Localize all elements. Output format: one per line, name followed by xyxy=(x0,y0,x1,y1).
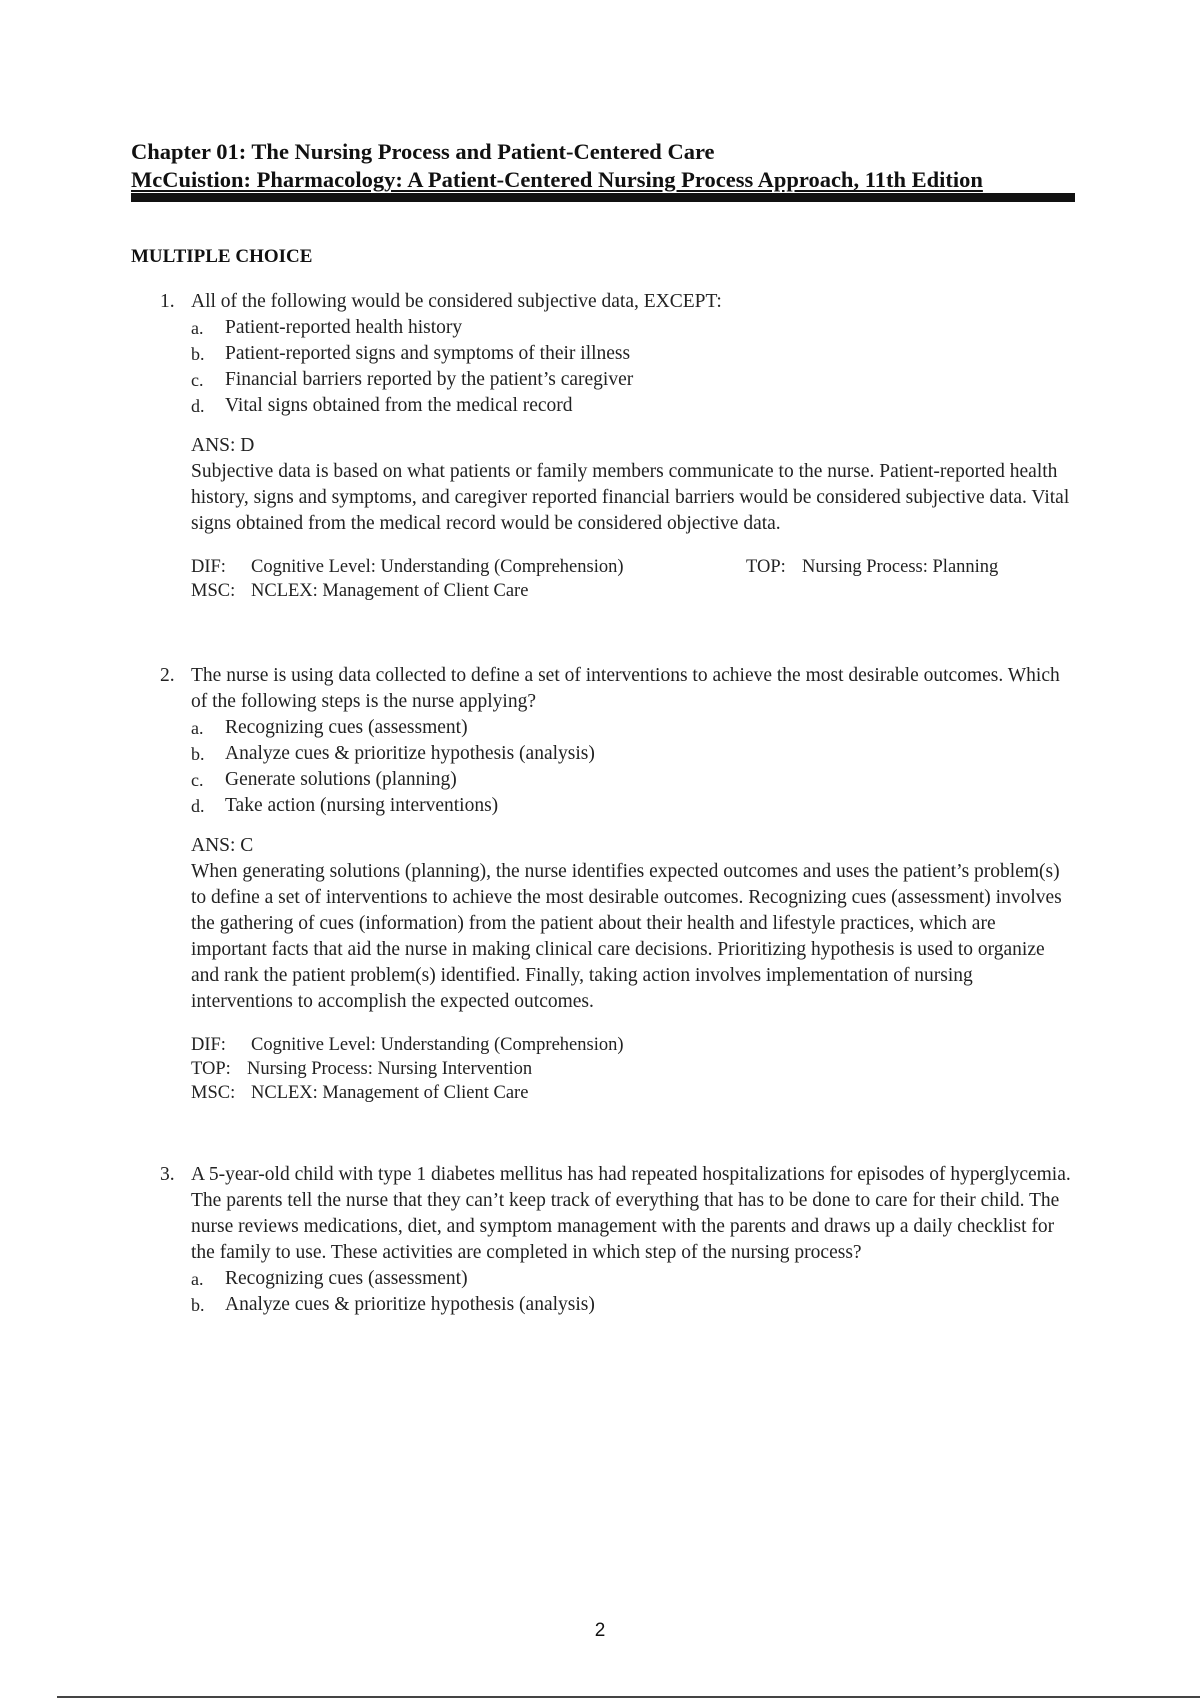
msc: NCLEX: Management of Client Care xyxy=(251,581,529,601)
answer-key: ANS: C xyxy=(191,835,254,856)
topic: Nursing Process: Nursing Intervention xyxy=(247,1059,533,1079)
difficulty: Cognitive Level: Understanding (Comprehension) xyxy=(251,557,624,577)
book-title: McCuistion: Pharmacology: A Patient-Centered Nursing Process Approach, 11th Edition xyxy=(131,167,983,192)
question-number: 3. xyxy=(160,1164,175,1185)
top-label: TOP: xyxy=(746,557,786,577)
option-d: d. Take action (nursing interventions) xyxy=(191,795,499,816)
rationale: When generating solutions (planning), the nurse identifies expected outcomes and uses the patient’s problem(s) to define a set of interventions to achieve the most desirable outcomes. Recognizing cues (assessment) involves the gathering of cues (information) from the patient about their health and lifestyle practices, which are important facts that aid the nurse in making clinical care decisions. Prioritizing hypothesis is used to organize and rank the patient problem(s) identified. Finally, taking action involves implementation of nursing interventions to accomplish the expected outcomes. xyxy=(191,861,1062,1012)
msc: NCLEX: Management of Client Care xyxy=(251,1083,529,1103)
answer-block xyxy=(191,833,1073,1015)
rationale: Subjective data is based on what patients or family members communicate to the nurse. Patient-reported health history, signs and symptoms, and caregiver reported financial barriers would be considered subjective data. Vital signs obtained from the medical record would be considered objective data. xyxy=(191,461,1070,534)
msc-label: MSC: xyxy=(191,1083,236,1103)
difficulty: Cognitive Level: Understanding (Comprehension) xyxy=(251,1035,624,1055)
header-rule xyxy=(131,193,1075,202)
page-number: 2 xyxy=(594,1620,606,1641)
option-list xyxy=(191,315,1080,419)
answer-block xyxy=(191,433,1073,537)
option-a: a. Patient-reported health history xyxy=(191,317,463,338)
option-b: b. Analyze cues & prioritize hypothesis (analysis) xyxy=(191,743,595,764)
dif-label: DIF: xyxy=(191,557,226,577)
question-stem: All of the following would be considered subjective data, EXCEPT: xyxy=(191,291,722,312)
top-label: TOP: xyxy=(191,1059,231,1079)
question-2 xyxy=(160,663,1080,1105)
option-c: c. Generate solutions (planning) xyxy=(191,769,457,790)
question-number: 1. xyxy=(160,291,175,312)
footer-rule xyxy=(57,1696,1200,1698)
option-list xyxy=(191,1266,1080,1318)
question-1 xyxy=(160,289,1080,603)
document-header xyxy=(131,138,1075,194)
topic: Nursing Process: Planning xyxy=(802,557,999,577)
option-c: c. Financial barriers reported by the patient’s caregiver xyxy=(191,369,634,390)
answer-key: ANS: D xyxy=(191,435,255,456)
question-metadata xyxy=(191,1033,1051,1105)
question-stem: The nurse is using data collected to define a set of interventions to achieve the most desirable outcomes. Which of the following steps is the nurse applying? xyxy=(191,665,1060,712)
question-metadata xyxy=(191,555,1051,603)
question-3 xyxy=(160,1162,1080,1318)
option-a: a. Recognizing cues (assessment) xyxy=(191,1268,468,1289)
option-d: d. Vital signs obtained from the medical record xyxy=(191,395,573,416)
option-list xyxy=(191,715,1080,819)
option-b: b. Patient-reported signs and symptoms of their illness xyxy=(191,343,631,364)
section-title: MULTIPLE CHOICE xyxy=(131,246,313,267)
dif-label: DIF: xyxy=(191,1035,226,1055)
option-b: b. Analyze cues & prioritize hypothesis (analysis) xyxy=(191,1294,595,1315)
option-a: a. Recognizing cues (assessment) xyxy=(191,717,468,738)
question-number: 2. xyxy=(160,665,175,686)
question-stem: A 5-year-old child with type 1 diabetes mellitus has had repeated hospitalizations for episodes of hyperglycemia. The parents tell the nurse that they can’t keep track of everything that has to be done to care for their child. The nurse reviews medications, diet, and symptom management with the parents and draws up a daily checklist for the family to use. These activities are completed in which step of the nursing process? xyxy=(191,1164,1071,1263)
chapter-title: Chapter 01: The Nursing Process and Patient-Centered Care xyxy=(131,139,715,164)
msc-label: MSC: xyxy=(191,581,236,601)
